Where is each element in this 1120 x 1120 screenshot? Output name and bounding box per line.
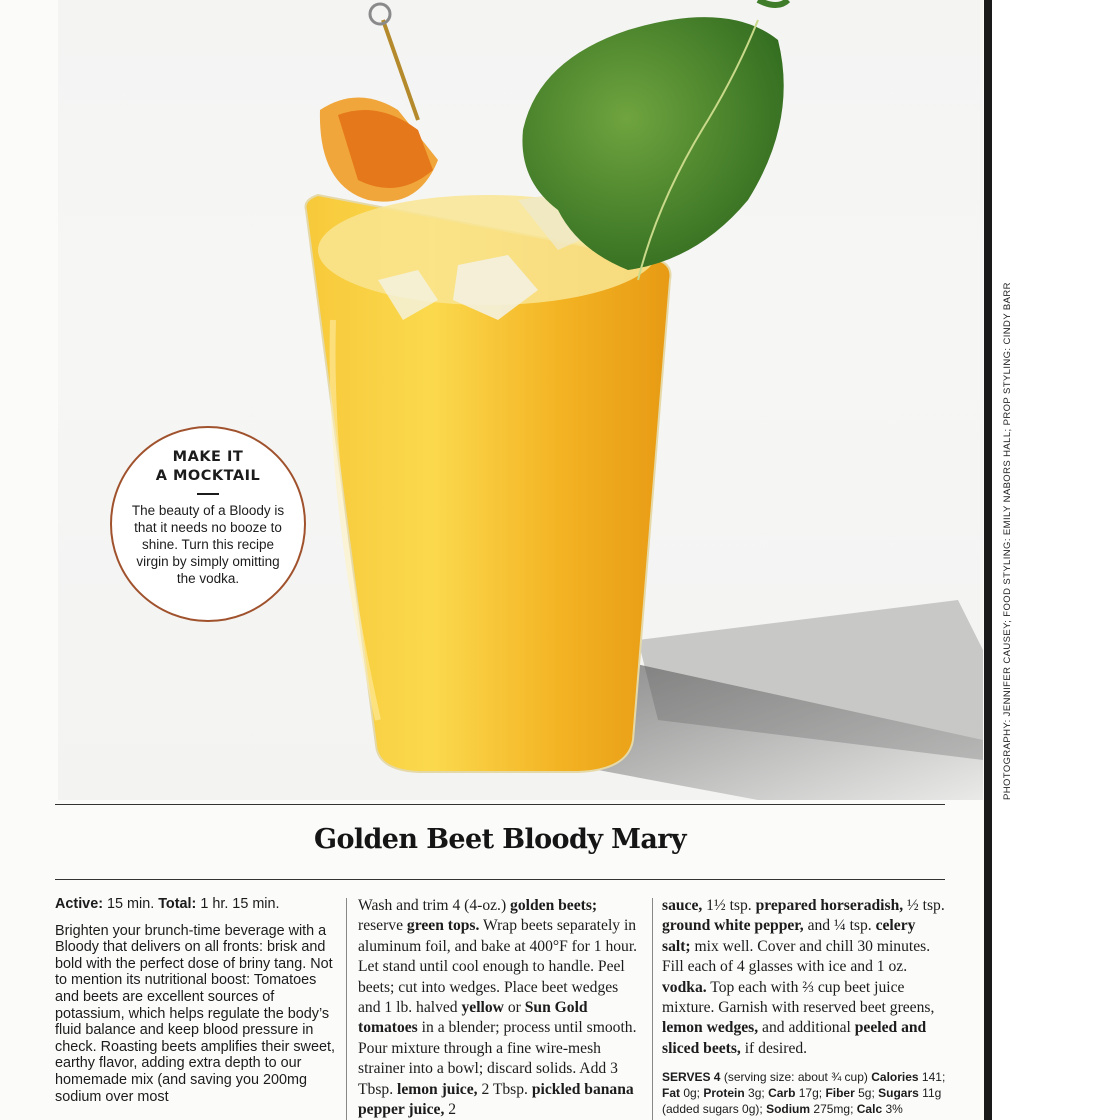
photo-credits: PHOTOGRAPHY: JENNIFER CAUSEY; FOOD STYLING: EMILY NABORS HALL; PROP STYLING: CINDY BARR (1002, 282, 1013, 800)
mocktail-sidebar (110, 426, 306, 622)
step2-run: 2 Tbsp. (477, 1080, 532, 1098)
step2-run: golden beets; (510, 897, 598, 914)
mocktail-body: The beauty of a Bloody is that it needs no booze to shine. Turn this recipe virgin by simply omitting the vodka. (131, 503, 285, 586)
mocktail-heading (112, 448, 304, 486)
step3-run: sauce, (662, 897, 703, 914)
nutrition-run: 3% (882, 1102, 903, 1117)
nutrition-run: 141; (918, 1070, 946, 1085)
nutrition-run: 11g (added sugars 0g); (662, 1086, 942, 1117)
title-rule-bottom (55, 879, 945, 880)
nutrition-run: Fiber (825, 1086, 855, 1101)
step2-run: Sun Gold tomatoes (358, 999, 588, 1037)
step3-run: and additional (758, 1019, 855, 1037)
step3-run: ground white pepper, (662, 917, 804, 935)
step3-run: and ¼ tsp. (803, 917, 876, 935)
step3-run: 1½ tsp. (702, 897, 756, 914)
mocktail-heading-line1: MAKE IT (172, 449, 244, 465)
time-line (55, 896, 335, 913)
nutrition-run: Calories (871, 1070, 919, 1085)
nutrition-run: 17g; (795, 1086, 826, 1101)
drink-photo (58, 0, 983, 800)
step3-run: Top each with ⅔ cup beet juice mixture. Garnish with reserved beet greens, (662, 978, 935, 1017)
step3-run: ½ tsp. (903, 897, 945, 914)
step2-run: Wrap beets separately in aluminum foil, and bake at 400°F for 1 hour. Let stand until cool enough to handle. Peel beets; cut into wedges. Place beet wedges and 1 lb. halved (358, 917, 638, 1017)
step2-run: in a blender; process until smooth. Pour mixture through a fine wire-mesh strainer into a bowl; discard solids. Add 3 Tbsp. (358, 1019, 637, 1098)
step2-run: reserve (358, 917, 407, 935)
intro-column (55, 896, 335, 1105)
column-divider (652, 898, 653, 1120)
total-value: 1 hr. 15 min. (200, 896, 280, 912)
nutrition-run: Sodium (766, 1102, 811, 1117)
nutrition-run: Sugars (878, 1086, 919, 1101)
nutrition-run: 0g; (680, 1086, 704, 1101)
active-value: 15 min. (107, 896, 155, 912)
drink-illustration (58, 0, 983, 800)
step2-run: Wash and trim 4 (4-oz.) (358, 897, 511, 914)
title-rule-top (55, 804, 945, 805)
nutrition-run: Fat (662, 1086, 680, 1101)
step2-run: lemon juice, (396, 1080, 478, 1098)
step3-run: mix well. Cover and chill 30 minutes. Fill each of 4 glasses with ice and 1 oz. (662, 937, 931, 976)
total-label: Total: (158, 896, 197, 912)
mocktail-rule (197, 493, 219, 495)
nutrition-info (662, 1069, 946, 1117)
nutrition-run: Calc (856, 1102, 883, 1117)
step-text-2 (358, 896, 641, 1120)
nutrition-run: (serving size: about ¾ cup) (720, 1070, 872, 1085)
nutrition-run: Protein (703, 1086, 745, 1101)
recipe-title: Golden Beet Bloody Mary (313, 824, 687, 855)
column-divider (346, 898, 347, 1120)
step3-run: vodka. (662, 978, 707, 996)
nutrition-run: Carb (768, 1086, 796, 1101)
step3-run: peeled and sliced beets, (662, 1019, 927, 1057)
steps-column-3 (662, 896, 946, 1117)
steps-column-2 (358, 896, 641, 1120)
step2-run: yellow (461, 999, 504, 1017)
step3-run: prepared horseradish, (755, 897, 904, 914)
step3-run: celery salt; (662, 917, 916, 955)
step2-run: green tops. (406, 917, 480, 935)
step2-run: or (503, 999, 525, 1017)
nutrition-run: 3g; (744, 1086, 769, 1101)
active-label: Active: (55, 896, 103, 912)
step2-run: 2 (444, 1101, 457, 1119)
mocktail-heading-line2: A MOCKTAIL (155, 468, 261, 484)
step2-run: pickled banana pepper juice, (358, 1080, 634, 1119)
nutrition-run: 275mg; (810, 1102, 857, 1117)
nutrition-run: 5g; (854, 1086, 879, 1101)
nutrition-run: SERVES 4 (662, 1070, 721, 1085)
intro-text: Brighten your brunch-time beverage with a Bloody that delivers on all fronts: brisk and bold with the perfect dose of briny tang. Not to mention its nutritional boost: Tomatoes and beets are excellent sources of potassium, which helps regulate the body’s fluid balance and keep blood pressure in check. Roasting beets amplifies their sweet, earthy flavor, adding extra depth to our homemade mix (and saving you 200mg sodium over most (55, 922, 335, 1105)
page-edge-rule (984, 0, 992, 1120)
step-text-3 (662, 896, 946, 1059)
step3-run: if desired. (740, 1039, 808, 1057)
step3-run: lemon wedges, (662, 1019, 759, 1037)
